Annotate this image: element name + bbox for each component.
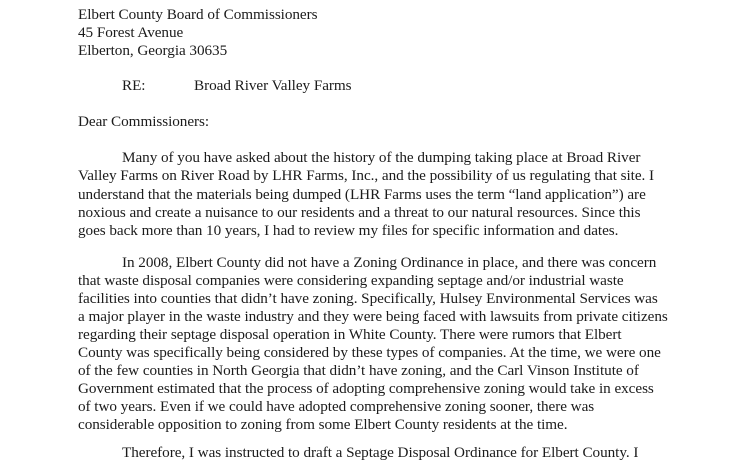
paragraph-2-line: a major player in the waste industry and they were being faced with lawsuits from private citizens (78, 308, 668, 325)
paragraph-1-line: Many of you have asked about the history of the dumping taking place at Broad River (122, 149, 641, 166)
paragraph-3-line: Therefore, I was instructed to draft a Septage Disposal Ordinance for Elbert County. I (122, 444, 639, 461)
re-label: RE: (122, 77, 146, 94)
paragraph-1-line: understand that the materials being dumped (LHR Farms uses the term “land application”) are (78, 186, 646, 203)
paragraph-2-line: of two years. Even if we could have adopted comprehensive zoning sooner, there was (78, 398, 595, 415)
paragraph-2-line: In 2008, Elbert County did not have a Zoning Ordinance in place, and there was concern (122, 254, 657, 271)
paragraph-2-line: Government estimated that the process of adopting comprehensive zoning would take in excess (78, 380, 654, 397)
recipient-name: Elbert County Board of Commissioners (78, 6, 318, 23)
paragraph-1-line: noxious and create a nuisance to our residents and a threat to our natural resources. Since this (78, 204, 641, 221)
paragraph-2-line: County was specifically being considered by these types of companies. At the time, we were one (78, 344, 661, 361)
paragraph-2-line: regarding their septage disposal operation in White County. There were rumors that Elbert (78, 326, 622, 343)
re-subject: Broad River Valley Farms (194, 77, 352, 94)
paragraph-2-line: facilities into counties that didn’t have zoning. Specifically, Hulsey Environmental Services was (78, 290, 658, 307)
salutation: Dear Commissioners: (78, 113, 210, 130)
paragraph-2-line: that waste disposal companies were considering expanding septage and/or industrial waste (78, 272, 624, 289)
paragraph-2-line: of the few counties in North Georgia that didn’t have zoning, and the Carl Vinson Institute of (78, 362, 639, 379)
paragraph-1-line: Valley Farms on River Road by LHR Farms, Inc., and the possibility of us regulating that site. I (78, 167, 655, 184)
paragraph-2-line: considerable opposition to zoning from some Elbert County residents at the time. (78, 416, 568, 433)
paragraph-1-line: goes back more than 10 years, I had to review my files for specific information and dates. (78, 222, 619, 239)
recipient-street: 45 Forest Avenue (78, 24, 184, 41)
recipient-city: Elberton, Georgia 30635 (78, 42, 228, 59)
